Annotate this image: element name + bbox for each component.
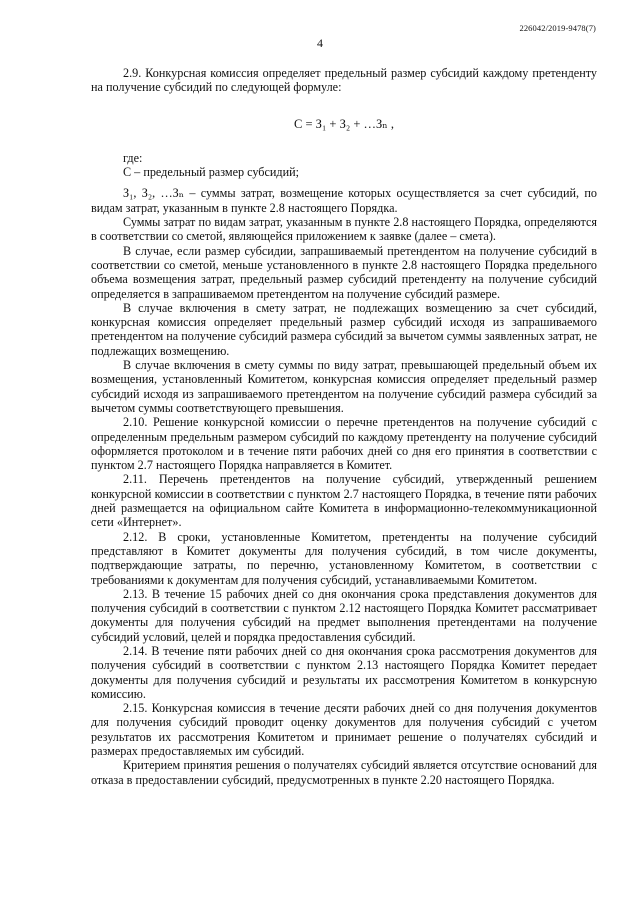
paragraph-case-exceeding: В случае включения в смету суммы по виду затрат, превышающей предельный объем их возмещения, установленный Комитетом, конкурсная комиссия определяет предельный размер субсидий исходя из запрашиваемого претендентом на получение субсидий размера субсидий за вычетом суммы соответствующего превышения. xyxy=(91,358,597,415)
paragraph-case-non-reimbursable: В случае включения в смету затрат, не подлежащих возмещению за счет субсидий, конкурсная комиссия определяет предельный размер субсидий исходя из запрашиваемого претендентом на получение субсидий размера субсидий за вычетом суммы заявленных затрат, не подлежащих возмещению. xyxy=(91,300,597,358)
paragraph-criterion: Критерием принятия решения о получателях субсидий является отсутствие оснований для отказа в предоставлении субсидий, предусмотренных в пункте 2.20 настоящего Порядка. xyxy=(91,758,597,787)
paragraph-cost-sums: Суммы затрат по видам затрат, указанным в пункте 2.8 настоящего Порядка, определяются в соответствии со сметой, являющейся приложением к заявке (далее – смета). xyxy=(91,215,597,244)
document-number: 226042/2019-9478(7) xyxy=(519,23,596,33)
paragraph-2-15: 2.15. Конкурсная комиссия в течение десяти рабочих дней со дня получения документов для получения субсидий проводит оценку документов для получения субсидий с учетом результатов их рассмотрения Комитетом и принимает решение о получателях субсидий и размерах предоставляемых им субсидий. xyxy=(91,701,597,759)
paragraph-z-definition: З₁, З₂, …Зₙ – суммы затрат, возмещение которых осуществляется за счет субсидий, по видам затрат, указанным в пункте 2.8 настоящего Порядка. xyxy=(91,186,597,215)
paragraph-where: где: xyxy=(123,150,143,165)
spacer xyxy=(91,179,597,186)
paragraph-case-smaller: В случае, если размер субсидии, запрашиваемый претендентом на получение субсидий в соответствии со сметой, меньше установленного в пункте 2.8 настоящего Порядка предельного объема возмещения затрат, предельный размер субсидий претенденту на получение субсидий определяется в запрашиваемом претендентом на получение субсидий размере. xyxy=(91,243,597,301)
paragraph-2-9: 2.9. Конкурсная комиссия определяет предельный размер субсидий каждому претенденту на получение субсидий по следующей формуле: xyxy=(91,66,597,95)
paragraph-2-10: 2.10. Решение конкурсной комиссии о перечне претендентов на получение субсидий с определенным предельным размером субсидий по каждому претенденту на получение субсидий оформляется протоколом и в течение пяти рабочих дней со дня его принятия в соответствии с пунктом 2.7 настоящего Порядка направляется в Комитет. xyxy=(91,415,597,473)
paragraph-2-11: 2.11. Перечень претендентов на получение субсидий, утвержденный решением конкурсной комиссии в соответствии с пунктом 2.7 настоящего Порядка, в течение пяти рабочих дней размещается на официальном сайте Комитета в информационно-телекоммуникационной сети «Интернет». xyxy=(91,472,597,530)
subsidy-formula: С = З₁ + З₂ + …Зₙ , xyxy=(294,116,394,131)
page-number: 4 xyxy=(317,36,323,50)
paragraph-2-12: 2.12. В сроки, установленные Комитетом, претенденты на получение субсидий представляют в Комитет документы для получения субсидий, в том числе документы, подтверждающие затраты, по перечню, установленному Комитетом, в соответствии с требованиями к документам для получения субсидий, устанавливаемыми Комитетом. xyxy=(91,529,597,587)
paragraph-2-14: 2.14. В течение пяти рабочих дней со дня окончания срока рассмотрения документов для получения субсидий в соответствии с пунктом 2.13 настоящего Порядка Комитет передает документы для получения субсидий и результаты их рассмотрения Комитетом в конкурсную комиссию. xyxy=(91,643,597,701)
paragraph-c-definition: С – предельный размер субсидий; xyxy=(123,165,300,180)
paragraph-2-13: 2.13. В течение 15 рабочих дней со дня окончания срока представления документов для получения субсидий в соответствии с пунктом 2.12 настоящего Порядка Комитет рассматривает документы для получения субсидий на предмет выполнения претендентами на получение субсидий условий, целей и порядка предоставления субсидий. xyxy=(91,586,597,644)
document-body xyxy=(91,66,597,787)
